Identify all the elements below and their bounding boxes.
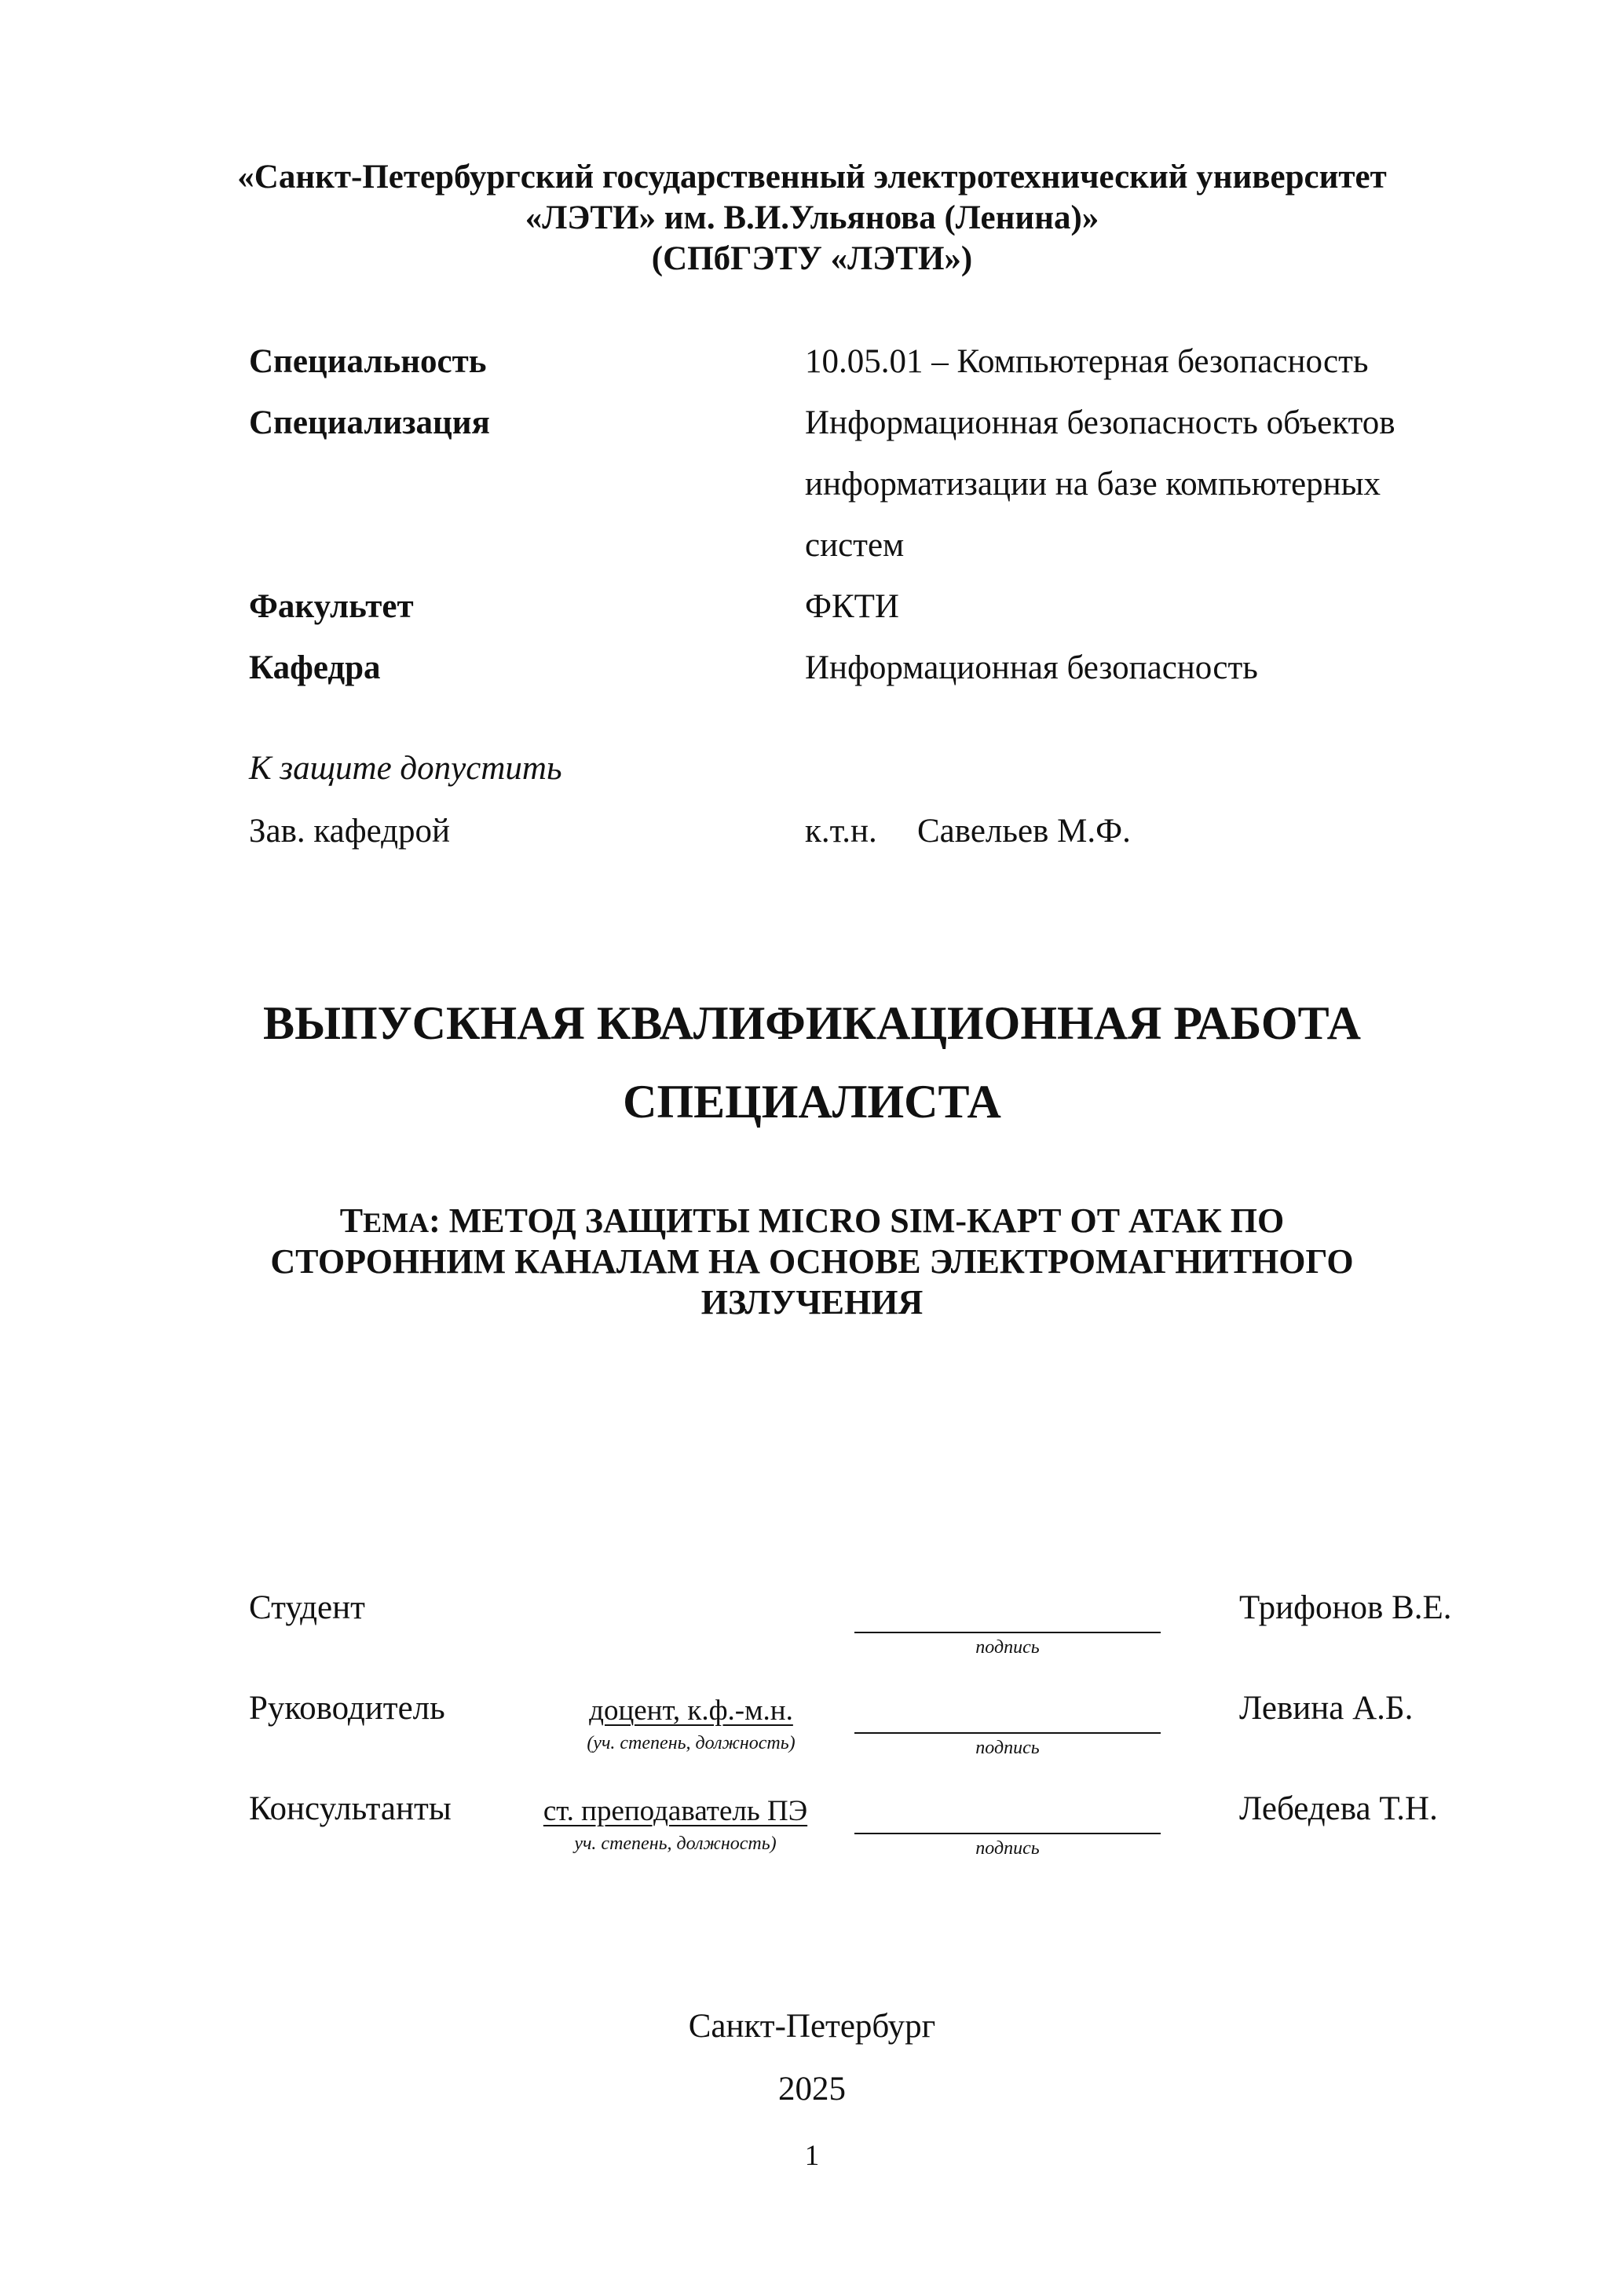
department-label: Кафедра: [249, 649, 381, 686]
specialization-label: Специализация: [249, 404, 490, 441]
topic-line-1-text: : МЕТОД ЗАЩИТЫ MICRO SIM-КАРТ ОТ АТАК ПО: [429, 1201, 1285, 1240]
approval-title: К защите допустить: [249, 750, 562, 787]
page-number: 1: [804, 2140, 820, 2172]
student-signature-caption: подпись: [975, 1637, 1040, 1658]
university-name-line-1: «Санкт-Петербургский государственный электротехнический университет: [237, 159, 1387, 196]
topic-line-3: ИЗЛУЧЕНИЯ: [700, 1283, 924, 1322]
head-of-department-label: Зав. кафедрой: [249, 813, 451, 850]
university-name-line-2: «ЛЭТИ» им. В.И.Ульянова (Ленина)»: [525, 199, 1099, 236]
consultant-label: Консультанты: [249, 1790, 452, 1827]
specialization-value-line-2: информатизации на базе компьютерных: [805, 466, 1381, 503]
specialization-value-line-3: систем: [805, 527, 905, 564]
specialization-value-line-1: Информационная безопасность объектов: [805, 404, 1395, 441]
head-of-department-name: Савельев М.Ф.: [917, 813, 1131, 850]
work-title-line-1: ВЫПУСКНАЯ КВАЛИФИКАЦИОННАЯ РАБОТА: [263, 997, 1361, 1049]
specialty-label: Специальность: [249, 343, 487, 380]
supervisor-position: доцент, к.ф.-м.н.: [589, 1695, 793, 1727]
topic-line-1: [0, 1201, 1624, 1242]
specialty-value: 10.05.01 – Компьютерная безопасность: [805, 343, 1369, 380]
university-abbreviation: (СПбГЭТУ «ЛЭТИ»): [651, 240, 973, 277]
topic-prefix-rest: ЕМА: [363, 1207, 430, 1238]
consultant-position: ст. преподаватель ПЭ: [543, 1795, 808, 1827]
city: Санкт-Петербург: [688, 2008, 936, 2045]
supervisor-signature-caption: подпись: [975, 1738, 1040, 1758]
work-title-line-2: СПЕЦИАЛИСТА: [623, 1076, 1001, 1128]
consultant-signature-line: [854, 1833, 1161, 1834]
department-value: Информационная безопасность: [805, 649, 1258, 686]
supervisor-name: Левина А.Б.: [1239, 1690, 1414, 1727]
student-name: Трифонов В.Е.: [1239, 1589, 1452, 1626]
student-label: Студент: [249, 1589, 365, 1626]
consultant-signature-caption: подпись: [975, 1838, 1040, 1859]
supervisor-position-caption: (уч. степень, должность): [587, 1733, 796, 1753]
year: 2025: [778, 2071, 846, 2108]
faculty-label: Факультет: [249, 588, 414, 625]
consultant-name: Лебедева Т.Н.: [1239, 1790, 1438, 1827]
supervisor-label: Руководитель: [249, 1690, 445, 1727]
supervisor-signature-line: [854, 1732, 1161, 1734]
faculty-value: ФКТИ: [805, 588, 899, 625]
head-of-department-degree: к.т.н.: [805, 813, 877, 850]
topic-line-2: СТОРОННИМ КАНАЛАМ НА ОСНОВЕ ЭЛЕКТРОМАГНИТНОГО: [270, 1242, 1354, 1281]
topic-prefix-cap: Т: [339, 1201, 364, 1240]
consultant-position-caption: уч. степень, должность): [574, 1834, 777, 1854]
student-signature-line: [854, 1632, 1161, 1633]
